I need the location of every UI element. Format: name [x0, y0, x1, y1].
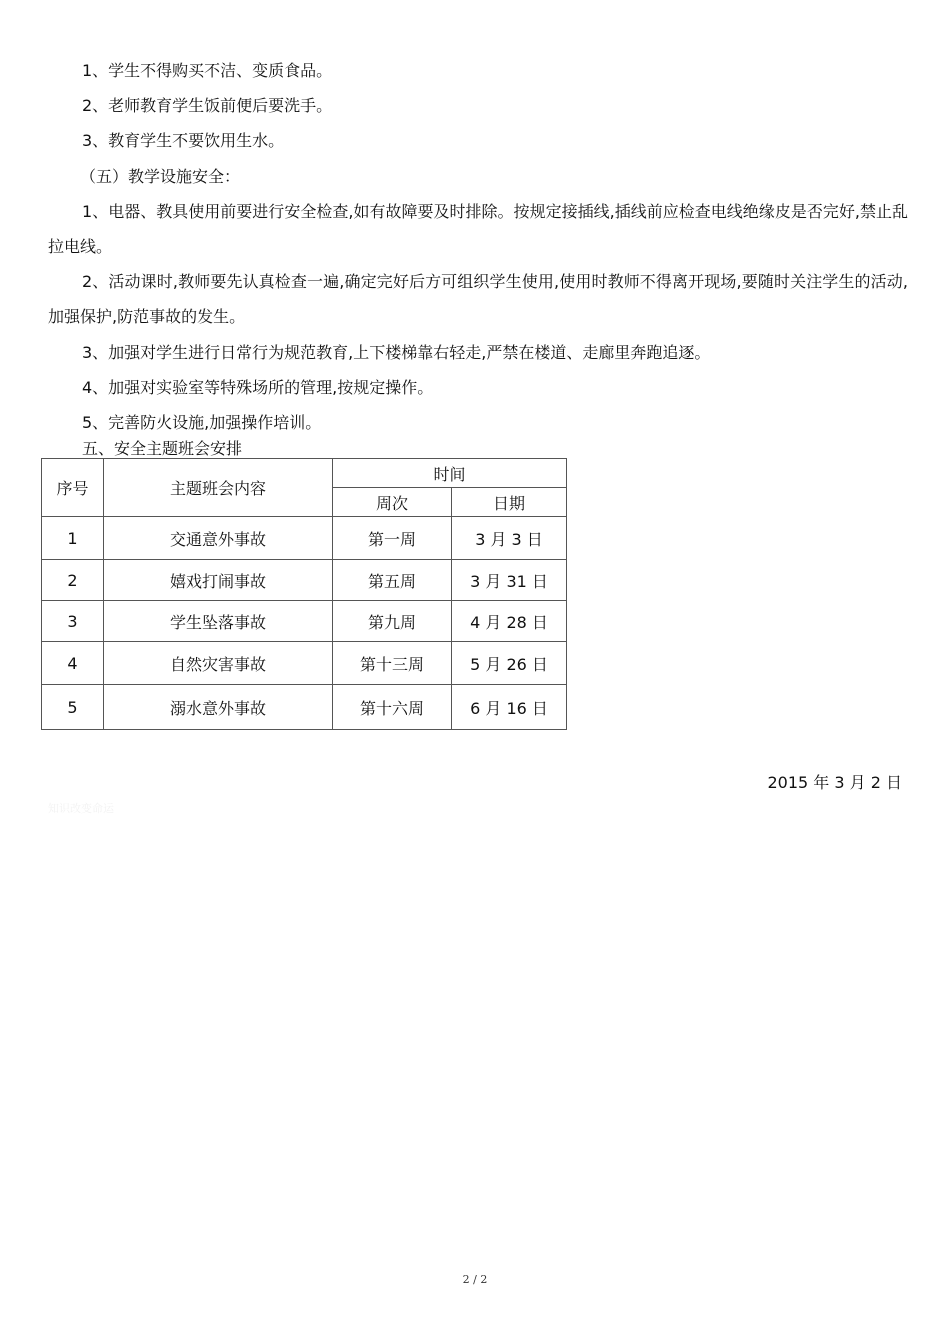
cell-week: 第一周 — [333, 517, 452, 560]
cell-content: 自然灾害事故 — [104, 642, 333, 685]
cell-content: 交通意外事故 — [104, 517, 333, 560]
cell-date: 3 月 31 日 — [452, 560, 567, 601]
cell-content: 学生坠落事故 — [104, 601, 333, 642]
header-date: 日期 — [452, 488, 567, 517]
paragraph-facility-3: 3、加强对学生进行日常行为规范教育,上下楼梯靠右轻走,严禁在楼道、走廊里奔跑追逐。 — [82, 343, 711, 362]
paragraph-facility-2: 2、活动课时,教师要先认真检查一遍,确定完好后方可组织学生使用,使用时教师不得离开现场,要随时关注学生的活动,加强保护,防范事故的发生。 — [48, 272, 908, 326]
paragraph-food-2: 2、老师教育学生饭前便后要洗手。 — [82, 96, 333, 115]
faint-watermark-note: 知识改变命运 — [48, 802, 114, 815]
section-heading-class-meetings: 五、安全主题班会安排 — [82, 439, 243, 458]
header-week: 周次 — [333, 488, 452, 517]
document-date: 2015 年 3 月 2 日 — [767, 773, 902, 792]
table-row — [42, 517, 567, 560]
cell-index: 1 — [42, 517, 104, 560]
cell-index: 3 — [42, 601, 104, 642]
table-row — [42, 685, 567, 730]
table-row — [42, 601, 567, 642]
subsection-heading-facilities: （五）教学设施安全： — [80, 167, 241, 186]
page-number: 2 / 2 — [462, 1273, 488, 1286]
cell-date: 6 月 16 日 — [452, 685, 567, 730]
class-meeting-table — [41, 458, 567, 730]
cell-date: 5 月 26 日 — [452, 642, 567, 685]
cell-index: 5 — [42, 685, 104, 730]
header-content: 主题班会内容 — [104, 459, 333, 517]
cell-week: 第十三周 — [333, 642, 452, 685]
table-row — [42, 560, 567, 601]
cell-week: 第五周 — [333, 560, 452, 601]
header-index: 序号 — [42, 459, 104, 517]
table-row — [42, 642, 567, 685]
paragraph-facility-1: 1、电器、教具使用前要进行安全检查,如有故障要及时排除。按规定接插线,插线前应检查电线绝缘皮是否完好,禁止乱拉电线。 — [48, 202, 908, 256]
header-time: 时间 — [333, 459, 567, 488]
paragraph-facility-5: 5、完善防火设施,加强操作培训。 — [82, 413, 322, 432]
cell-week: 第九周 — [333, 601, 452, 642]
cell-index: 2 — [42, 560, 104, 601]
cell-week: 第十六周 — [333, 685, 452, 730]
cell-content: 嬉戏打闹事故 — [104, 560, 333, 601]
paragraph-facility-4: 4、加强对实验室等特殊场所的管理,按规定操作。 — [82, 378, 434, 397]
cell-index: 4 — [42, 642, 104, 685]
table-header-row — [42, 459, 567, 488]
paragraph-food-3: 3、教育学生不要饮用生水。 — [82, 131, 285, 150]
paragraph-food-1: 1、学生不得购买不洁、变质食品。 — [82, 61, 333, 80]
cell-date: 3 月 3 日 — [452, 517, 567, 560]
cell-content: 溺水意外事故 — [104, 685, 333, 730]
cell-date: 4 月 28 日 — [452, 601, 567, 642]
